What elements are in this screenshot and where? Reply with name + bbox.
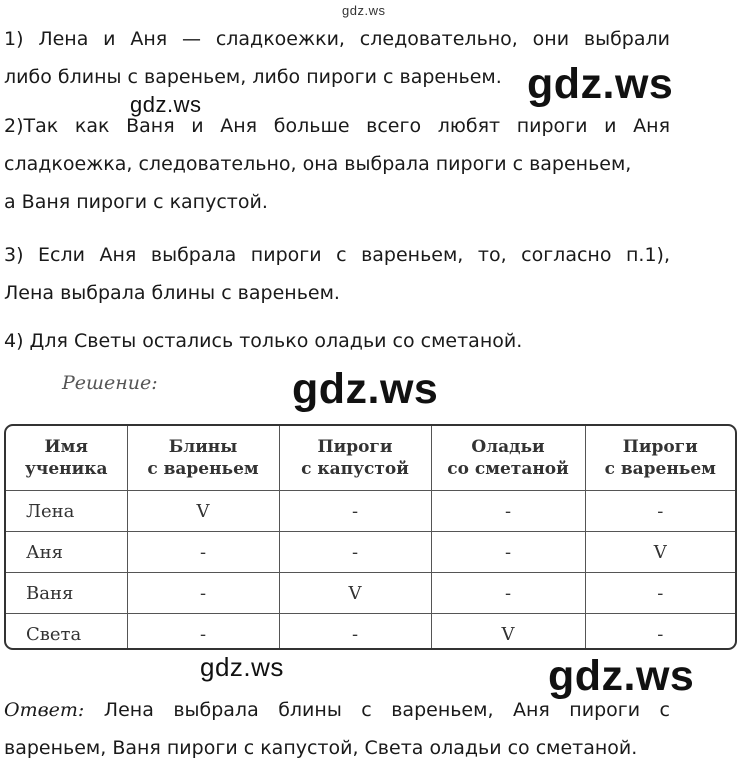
p1-line-2: либо блины с вареньем, либо пироги с вареньем. xyxy=(4,66,502,88)
p2-line-1: 2)Так как Ваня и Аня больше всего любят пироги и Аня xyxy=(4,115,670,137)
answer-paragraph xyxy=(4,691,670,767)
paragraph-3 xyxy=(4,236,670,312)
header-name: Имя ученика xyxy=(6,426,127,491)
cell-mark: - xyxy=(127,532,279,573)
answer-text: Лена выбрала блины с вареньем, Аня пироги с вареньем, Ваня пироги с капустой, Света оладьи со сметаной. xyxy=(4,699,670,759)
table-row xyxy=(6,573,735,614)
cell-mark: - xyxy=(279,614,431,651)
cell-name: Аня xyxy=(6,532,127,573)
p2-line-2: сладкоежка, следовательно, она выбрала пироги с вареньем, xyxy=(4,153,632,175)
p1-line-1: 1) Лена и Аня — сладкоежки, следовательно, они выбрали xyxy=(4,28,670,50)
header-pirogi-kapusta: Пироги с капустой xyxy=(279,426,431,491)
table-row xyxy=(6,614,735,651)
cell-name: Ваня xyxy=(6,573,127,614)
cell-mark: - xyxy=(127,573,279,614)
cell-mark: - xyxy=(431,532,585,573)
watermark-big-2: gdz.ws xyxy=(292,365,439,413)
header-pirogi-varenie: Пироги с вареньем xyxy=(585,426,735,491)
cell-name: Света xyxy=(6,614,127,651)
watermark-small-1: gdz.ws xyxy=(130,92,202,117)
watermark-big-1: gdz.ws xyxy=(527,60,674,108)
cell-mark: - xyxy=(431,491,585,532)
table-row xyxy=(6,532,735,573)
paragraph-4: 4) Для Светы остались только оладьи со сметаной. xyxy=(4,330,523,352)
cell-mark: - xyxy=(279,491,431,532)
watermark-big-3: gdz.ws xyxy=(548,652,695,700)
table-row xyxy=(6,491,735,532)
p3-line-2: Лена выбрала блины с вареньем. xyxy=(4,282,340,304)
watermark-top: gdz.ws xyxy=(342,3,386,18)
cell-mark: V xyxy=(585,532,735,573)
cell-mark: - xyxy=(585,573,735,614)
paragraph-2 xyxy=(4,107,670,221)
p3-line-1: 3) Если Аня выбрала пироги с вареньем, то, согласно п.1), xyxy=(4,244,670,266)
table-header-row xyxy=(6,426,735,491)
watermark-small-2: gdz.ws xyxy=(200,652,284,682)
cell-mark: - xyxy=(431,573,585,614)
answer-label: Ответ: xyxy=(4,699,85,721)
cell-mark: - xyxy=(585,491,735,532)
cell-mark: V xyxy=(279,573,431,614)
solution-label: Решение: xyxy=(62,372,158,394)
cell-mark: V xyxy=(127,491,279,532)
cell-mark: V xyxy=(431,614,585,651)
header-oladi: Оладьи со сметаной xyxy=(431,426,585,491)
cell-name: Лена xyxy=(6,491,127,532)
cell-mark: - xyxy=(127,614,279,651)
p2-line-3: а Ваня пироги с капустой. xyxy=(4,191,268,213)
cell-mark: - xyxy=(585,614,735,651)
solution-table xyxy=(4,424,737,650)
header-blini: Блины с вареньем xyxy=(127,426,279,491)
cell-mark: - xyxy=(279,532,431,573)
